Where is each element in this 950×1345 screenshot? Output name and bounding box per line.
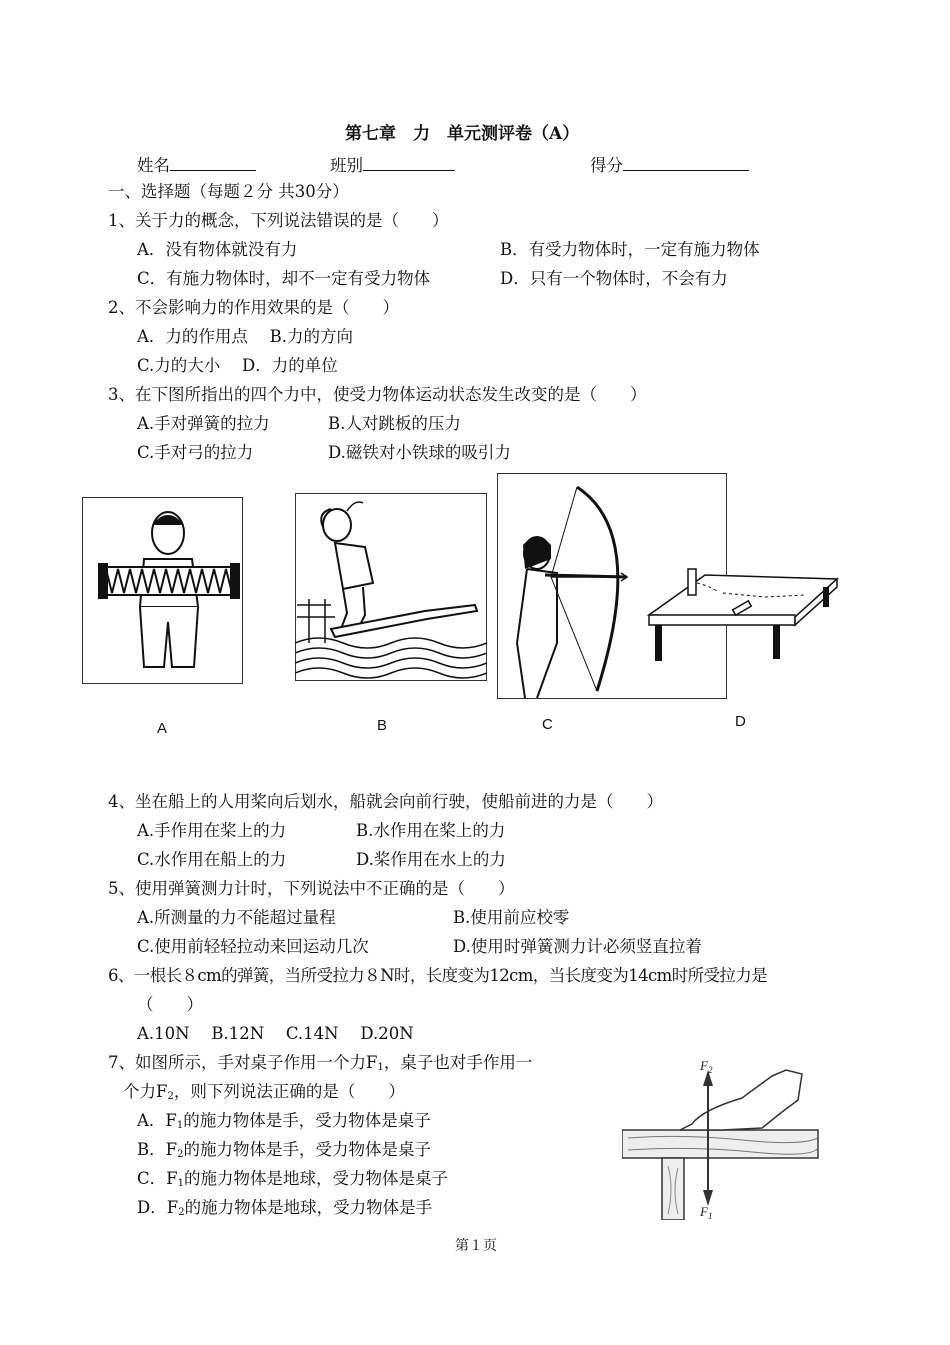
figure-label-c: C <box>542 716 553 733</box>
page-title: 第七章 力 单元测评卷（A） <box>345 124 580 144</box>
q4-option-b[interactable]: B.水作用在桨上的力 <box>356 821 506 840</box>
q1-stem: 1、关于力的概念，下列说法错误的是（ ） <box>108 211 449 230</box>
q2-options-cd[interactable]: C.力的大小 D．力的单位 <box>137 356 338 375</box>
q3-option-c[interactable]: C.手对弓的拉力 <box>137 443 254 462</box>
name-field <box>137 154 256 176</box>
q7-option-d[interactable]: D．$F_2$的施力物体是地球，受力物体是手 <box>137 1198 433 1218</box>
q3-option-a[interactable]: A.手对弹簧的拉力 <box>137 414 270 433</box>
q6-options[interactable]: A.10N B.12N C.14N D.20N <box>137 1024 414 1043</box>
q5-stem: 5、使用弹簧测力计时，下列说法中不正确的是（ ） <box>108 879 515 898</box>
q6-answer-paren: （ ） <box>137 995 203 1014</box>
q5-option-a[interactable]: A.所测量的力不能超过量程 <box>137 908 336 927</box>
q4-option-a[interactable]: A.手作用在桨上的力 <box>137 821 287 840</box>
q1-option-d[interactable]: D．只有一个物体时，不会有力 <box>500 269 728 288</box>
q4-option-c[interactable]: C.水作用在船上的力 <box>137 850 287 869</box>
figure-hand-table <box>622 1058 820 1220</box>
class-field <box>330 154 455 176</box>
q5-option-b[interactable]: B.使用前应校零 <box>453 908 570 927</box>
class-label: 班别 <box>330 156 363 175</box>
name-blank[interactable] <box>170 154 256 171</box>
q3-option-b[interactable]: B.人对跳板的压力 <box>328 414 461 433</box>
section-heading: 一、选择题（每题２分 共30分） <box>108 182 349 201</box>
f1-label: $F_1$ <box>700 1204 713 1220</box>
q5-option-d[interactable]: D.使用时弹簧测力计必须竖直拉着 <box>453 937 702 956</box>
q1-option-b[interactable]: B．有受力物体时，一定有施力物体 <box>500 240 760 259</box>
figure-label-b: B <box>377 717 388 734</box>
q5-option-c[interactable]: C.使用前轻轻拉动来回运动几次 <box>137 937 369 956</box>
page-number: 第１页 <box>455 1238 497 1254</box>
q6-stem: 6、一根长８cm的弹簧，当所受拉力８N时，长度变为12cm，当长度变为14cm时所受拉力是 <box>108 966 768 985</box>
figure-label-d: D <box>735 713 746 730</box>
class-blank[interactable] <box>363 154 455 171</box>
q7-stem-line2: 个力$F_2$，则下列说法正确的是（ ） <box>123 1082 405 1102</box>
figure-label-a: A <box>157 720 168 737</box>
score-blank[interactable] <box>623 154 749 171</box>
q7-stem-line1: 7、如图所示，手对桌子作用一个力$F_1$，桌子也对手作用一 <box>108 1053 533 1073</box>
figure-magnet-table <box>645 565 841 665</box>
f2-label: $F_2$ <box>700 1058 713 1075</box>
name-label: 姓名 <box>137 156 170 175</box>
q7-option-b[interactable]: B．$F_2$的施力物体是手，受力物体是桌子 <box>137 1140 431 1160</box>
q7-option-c[interactable]: C．$F_1$的施力物体是地球，受力物体是桌子 <box>137 1169 448 1189</box>
score-field <box>590 154 749 176</box>
q4-option-d[interactable]: D.桨作用在水上的力 <box>356 850 506 869</box>
q3-stem: 3、在下图所指出的四个力中，使受力物体运动状态发生改变的是（ ） <box>108 385 647 404</box>
q2-stem: 2、不会影响力的作用效果的是（ ） <box>108 298 399 317</box>
score-label: 得分 <box>590 156 623 175</box>
q4-stem: 4、坐在船上的人用桨向后划水，船就会向前行驶，使船前进的力是（ ） <box>108 792 663 811</box>
q3-option-d[interactable]: D.磁铁对小铁球的吸引力 <box>328 443 511 462</box>
figure-spring-stretch <box>82 497 244 685</box>
q1-option-a[interactable]: A．没有物体就没有力 <box>137 240 298 259</box>
q1-option-c[interactable]: C．有施力物体时，却不一定有受力物体 <box>137 269 431 288</box>
q2-options-ab[interactable]: A．力的作用点 B.力的方向 <box>137 327 354 346</box>
q7-option-a[interactable]: A．$F_1$的施力物体是手，受力物体是桌子 <box>137 1111 431 1131</box>
figure-springboard <box>295 493 487 681</box>
